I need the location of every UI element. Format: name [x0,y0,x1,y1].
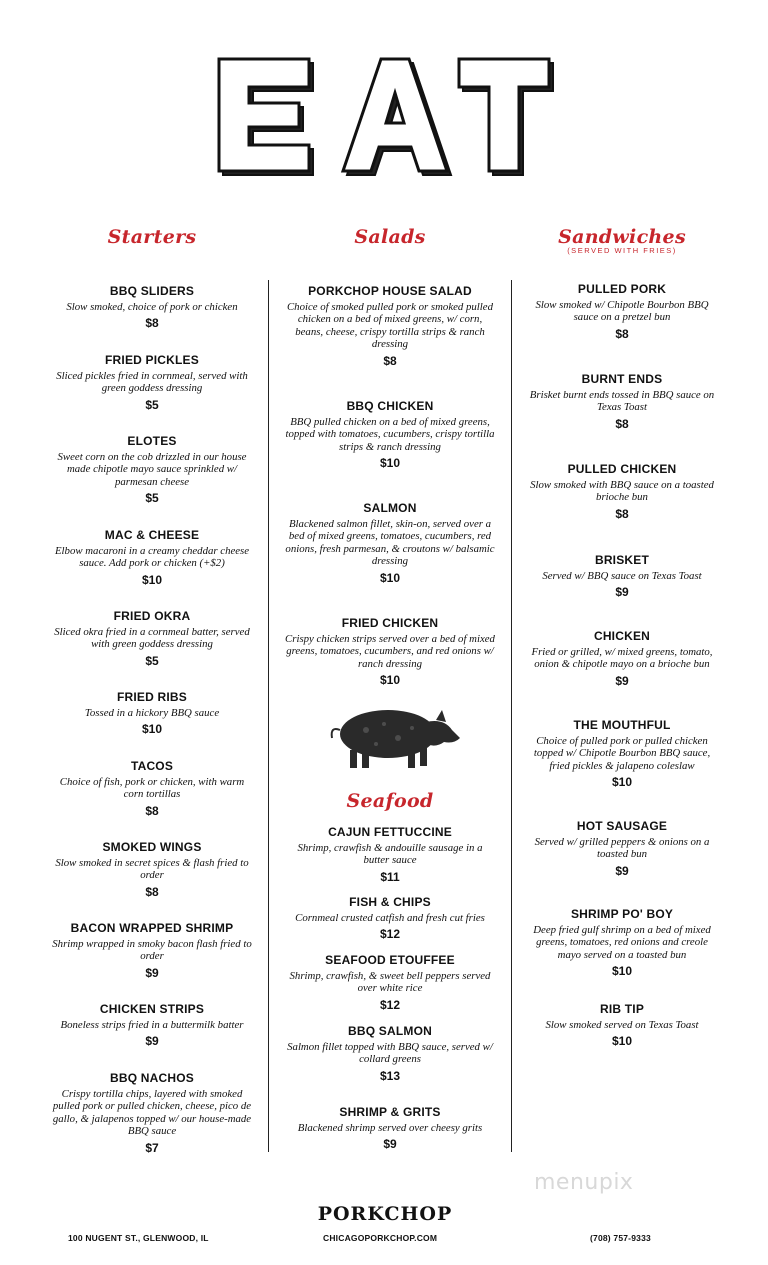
item-name: THE MOUTHFUL [573,718,671,732]
item-name: CHICKEN [593,629,651,643]
eat-letters-svg [215,55,555,180]
item-description: Crispy chicken strips served over a bed of mixed greens, tomatoes, cucumbers, and red onions w/ ranch dressing [285,633,495,670]
menu-item [48,690,256,737]
menu-item [48,528,256,588]
menu-item [522,819,722,879]
item-description: BBQ pulled chicken on a bed of mixed greens, topped with tomatoes, cucumbers, crispy tortilla strips & ranch dressing [285,416,495,453]
item-description: Served w/ BBQ sauce on Texas Toast [542,570,702,582]
item-price: $10 [141,722,163,737]
item-name: FRIED CHICKEN [341,616,439,630]
menu-item [48,1002,256,1049]
item-price: $7 [145,1140,159,1155]
item-price: $9 [145,1034,159,1049]
footer-website[interactable]: CHICAGOPORKCHOP.COM [323,1233,438,1243]
eat-title-graphic [215,55,555,180]
menu-item [48,353,256,413]
item-price: $5 [145,397,159,412]
item-name: FISH & CHIPS [349,895,431,909]
footer-phone[interactable]: (708) 757-9333 [590,1233,651,1243]
menu-item [522,1002,722,1049]
menu-item [48,434,256,506]
menu-item [280,399,500,471]
item-name: FRIED RIBS [116,690,187,704]
menupix-watermark: menupix [534,1170,634,1195]
item-description: Slow smoked in secret spices & flash fried to order [55,857,249,882]
item-name: SHRIMP & GRITS [339,1105,441,1119]
menu-item [280,284,500,369]
seafood-section [280,788,500,1152]
item-description: Elbow macaroni in a creamy cheddar cheese sauce. Add pork or chicken (+$2) [54,545,250,570]
menu-item [280,1105,500,1152]
item-description: Tossed in a hickory BBQ sauce [84,707,220,719]
column-divider-right [511,280,512,1152]
item-description: Crispy tortilla chips, layered with smoked pulled pork or pulled chicken, cheese, pico de gallo, & jalapenos topped w/ our house-made BBQ sauce [52,1088,252,1138]
item-price: $9 [615,585,629,600]
menu-item [522,718,722,790]
menu-item [48,840,256,900]
item-name: PORKCHOP HOUSE SALAD [308,284,472,298]
menu-item [48,759,256,819]
menu-item [48,1071,256,1156]
item-name: SALMON [363,501,417,515]
item-price: $11 [380,869,400,884]
item-description: Cornmeal crusted catfish and fresh cut fries [295,912,485,924]
item-price: $8 [145,884,159,899]
item-description: Slow smoked with BBQ sauce on a toasted brioche bun [530,479,714,504]
item-description: Salmon fillet topped with BBQ sauce, served w/ collard greens [287,1041,493,1066]
item-description: Blackened shrimp served over cheesy grits [297,1122,483,1134]
item-name: CHICKEN STRIPS [99,1002,205,1016]
item-price: $5 [145,491,159,506]
menu-item [522,629,722,689]
sandwiches-section [522,224,722,1049]
item-price: $12 [379,997,401,1012]
item-price: $8 [383,353,397,368]
item-name: BACON WRAPPED SHRIMP [70,921,234,935]
item-name: SHRIMP PO' BOY [570,907,674,921]
menu-item [280,953,500,1013]
sandwiches-heading: Sandwiches [558,226,686,248]
item-description: Blackened salmon fillet, skin-on, served over a bed of mixed greens, tomatoes, cucumbers, red onions, fresh parmesan, & croutons w/ balsamic dressing [285,518,495,568]
item-price: $10 [379,570,401,585]
item-price: $10 [379,673,401,688]
menu-item [280,616,500,688]
item-price: $12 [379,927,401,942]
item-price: $8 [615,506,629,521]
item-price: $10 [611,964,633,979]
item-price: $8 [145,803,159,818]
item-name: SEAFOOD ETOUFFEE [325,953,455,967]
item-description: Shrimp, crawfish & andouille sausage in a butter sauce [297,842,483,867]
item-price: $9 [615,863,629,878]
item-description: Shrimp wrapped in smoky bacon flash fried to order [52,938,252,963]
item-price: $10 [611,775,633,790]
item-name: PULLED CHICKEN [567,462,677,476]
porkchop-logo: PORKCHOP [317,1203,453,1225]
starters-section [48,224,256,1155]
item-name: MAC & CHEESE [104,528,200,542]
item-price: $10 [611,1034,633,1049]
salads-section [280,224,500,688]
item-name: SMOKED WINGS [102,840,202,854]
item-description: Shrimp, crawfish, & sweet bell peppers served over white rice [289,970,491,995]
item-name: HOT SAUSAGE [576,819,668,833]
item-name: CAJUN FETTUCCINE [328,825,452,839]
item-description: Sweet corn on the cob drizzled in our house made chipotle mayo sauce sprinkled w/ parmesan cheese [57,451,247,488]
sandwiches-subheading: (SERVED WITH FRIES) [567,246,677,255]
item-name: BRISKET [594,553,650,567]
item-name: FRIED PICKLES [105,353,199,367]
item-description: Choice of fish, pork or chicken, with warm corn tortillas [59,776,245,801]
item-price: $8 [615,416,629,431]
column-divider-left [268,280,269,1152]
item-name: BURNT ENDS [581,372,663,386]
item-price: $10 [141,572,163,587]
item-description: Boneless strips fried in a buttermilk batter [60,1019,244,1031]
item-description: Slow smoked served on Texas Toast [545,1019,699,1031]
item-description: Sliced okra fried in a cornmeal batter, served with green goddess dressing [54,626,250,651]
item-price: $5 [145,653,159,668]
item-name: BBQ CHICKEN [346,399,434,413]
menu-item [280,1024,500,1084]
menu-item [522,372,722,432]
item-description: Fried or grilled, w/ mixed greens, tomato, onion & chipotle mayo on a brioche bun [531,646,713,671]
item-description: Slow smoked w/ Chipotle Bourbon BBQ sauce on a pretzel bun [535,299,709,324]
item-price: $9 [145,965,159,980]
item-name: BBQ SLIDERS [109,284,195,298]
item-name: RIB TIP [599,1002,645,1016]
menu-item [280,825,500,885]
item-name: TACOS [130,759,174,773]
pig-illustration [326,700,464,772]
menu-item [522,462,722,522]
seafood-heading: Seafood [346,790,434,812]
menu-item [280,501,500,586]
item-price: $9 [383,1137,397,1152]
footer-address: 100 NUGENT ST., GLENWOOD, IL [68,1233,209,1243]
pig-svg [326,700,464,772]
item-price: $8 [145,316,159,331]
item-name: FRIED OKRA [113,609,191,623]
menu-item [280,895,500,942]
item-description: Brisket burnt ends tossed in BBQ sauce on Texas Toast [529,389,715,414]
menu-item [522,907,722,979]
item-description: Choice of smoked pulled pork or smoked pulled chicken on a bed of mixed greens, w/ corn, beans, cheese, crispy tortilla strips & ranch dressing [286,301,493,351]
item-price: $13 [379,1068,401,1083]
item-name: ELOTES [127,434,177,448]
item-description: Slow smoked, choice of pork or chicken [66,301,238,313]
menu-item [522,553,722,600]
menu-item [522,282,722,342]
item-description: Served w/ grilled peppers & onions on a toasted bun [534,836,710,861]
item-description: Choice of pulled pork or pulled chicken topped w/ Chipotle Bourbon BBQ sauce, fried pickles & jalapeno coleslaw [533,735,711,772]
item-name: BBQ NACHOS [109,1071,194,1085]
item-description: Deep fried gulf shrimp on a bed of mixed greens, tomatoes, red onions and creole mayo served on a toasted bun [533,924,711,961]
item-price: $9 [615,673,629,688]
item-name: PULLED PORK [577,282,667,296]
menu-item [48,921,256,981]
item-price: $10 [379,456,401,471]
menu-item [48,609,256,669]
starters-heading: Starters [107,226,197,248]
salads-heading: Salads [354,226,426,248]
item-name: BBQ SALMON [348,1024,432,1038]
item-description: Sliced pickles fried in cornmeal, served with green goddess dressing [56,370,248,395]
item-price: $8 [615,326,629,341]
menu-item [48,284,256,331]
